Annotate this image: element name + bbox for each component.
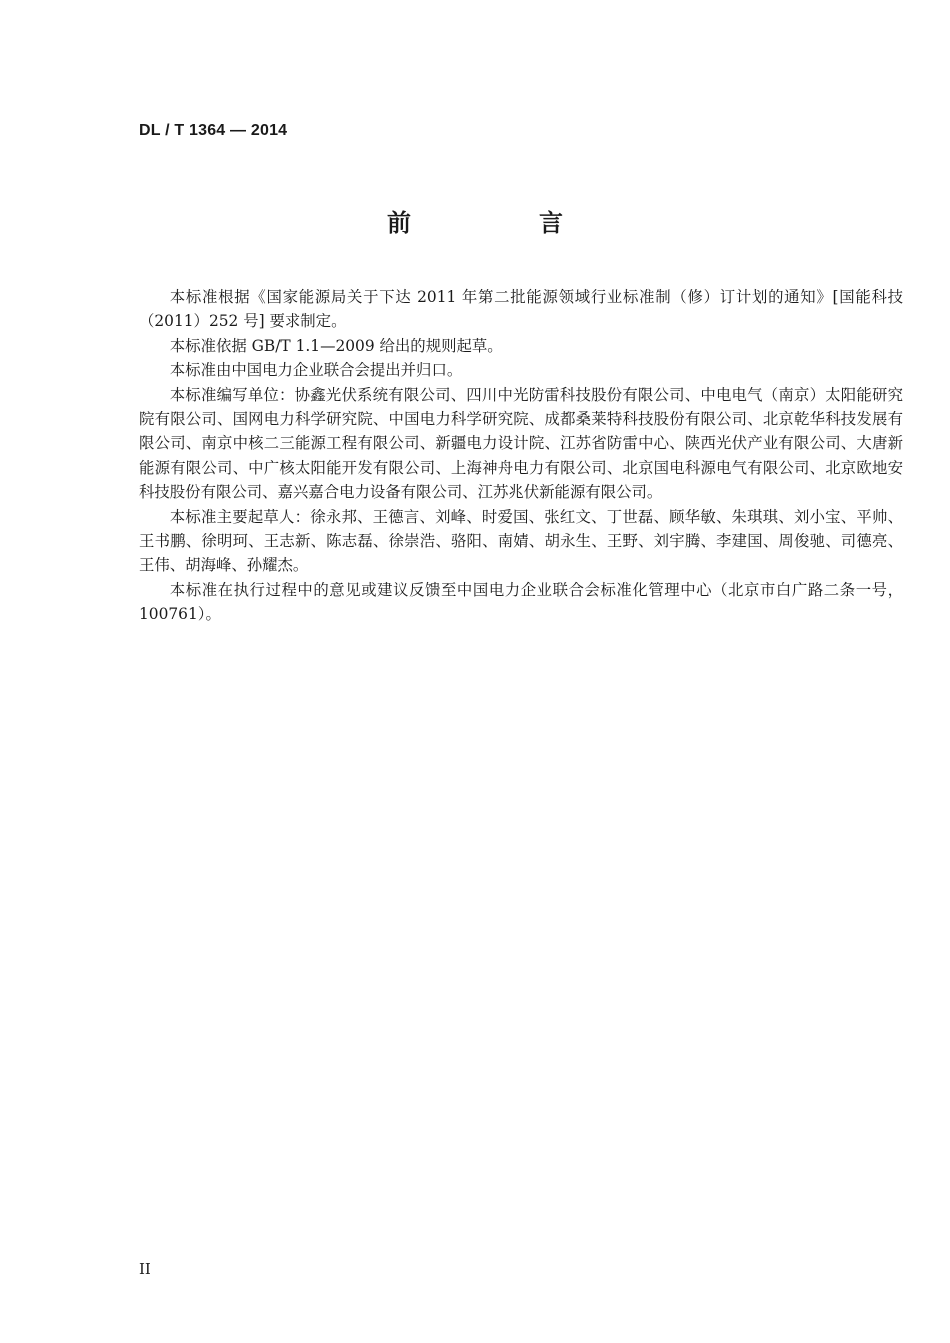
foreword-body (139, 285, 903, 627)
paragraph-proposer: 本标准由中国电力企业联合会提出并归口。 (169, 361, 463, 380)
paragraph-drafting-rules: 本标准依据 GB/T 1.1—2009 给出的规则起草。 (169, 336, 503, 355)
paragraph-drafters: 本标准主要起草人：徐永邦、王德言、刘峰、时爱国、张红文、丁世磊、顾华敏、朱琪琪、刘小宝、平帅、王书鹏、徐明珂、王志新、陈志磊、徐崇浩、骆阳、南婧、胡永生、王野、刘宇腾、李建国、周俊驰、司德亮、王伟、胡海峰、孙耀杰。 (139, 507, 903, 575)
page-number: II (139, 1260, 151, 1278)
paragraph-feedback: 本标准在执行过程中的意见或建议反馈至中国电力企业联合会标准化管理中心（北京市白广路二条一号，100761）。 (139, 580, 903, 624)
paragraph-basis: 本标准根据《国家能源局关于下达 2011 年第二批能源领域行业标准制（修）订计划的通知》[国能科技（2011）252 号] 要求制定。 (139, 288, 903, 331)
standard-code: DL / T 1364 — 2014 (139, 122, 288, 139)
page-title: 前 言 (387, 209, 615, 237)
paragraph-drafting-units: 本标准编写单位：协鑫光伏系统有限公司、四川中光防雷科技股份有限公司、中电电气（南京）太阳能研究院有限公司、国网电力科学研究院、中国电力科学研究院、成都桑莱特科技股份有限公司、北京乾华科技发展有限公司、南京中核二三能源工程有限公司、新疆电力设计院、江苏省防雷中心、陕西光伏产业有限公司、大唐新能源有限公司、中广核太阳能开发有限公司、上海神舟电力有限公司、北京国电科源电气有限公司、北京欧地安科技股份有限公司、嘉兴嘉合电力设备有限公司、江苏兆伏新能源有限公司。 (139, 385, 903, 502)
